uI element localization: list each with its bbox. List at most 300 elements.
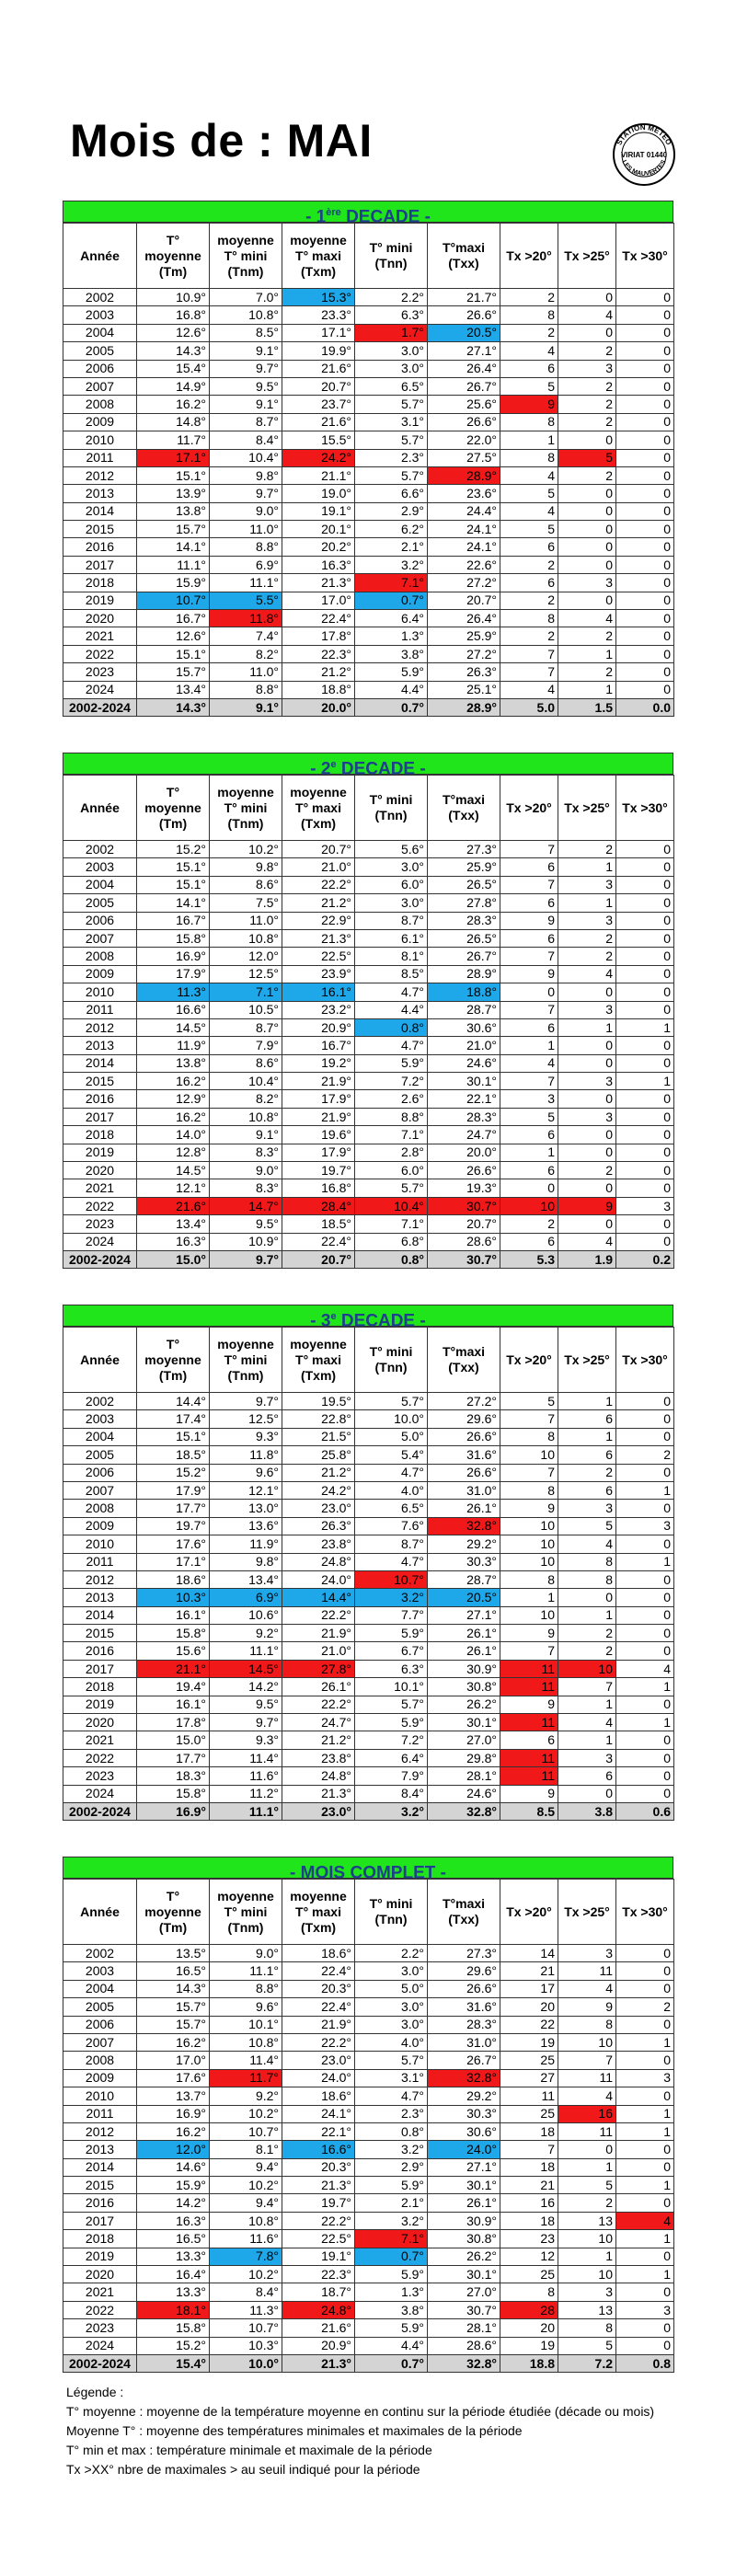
year-cell: 2009 bbox=[63, 413, 137, 431]
value-cell: 6 bbox=[500, 1126, 558, 1144]
table-row bbox=[63, 521, 674, 538]
value-cell: 10.8° bbox=[210, 929, 282, 947]
value-cell: 22.1° bbox=[428, 1090, 500, 1108]
value-cell: 9 bbox=[558, 1197, 616, 1214]
year-cell: 2014 bbox=[63, 1606, 137, 1624]
value-cell: 9.2° bbox=[210, 1625, 282, 1642]
value-cell: 26.6° bbox=[428, 1162, 500, 1179]
value-cell: 25 bbox=[500, 2266, 558, 2283]
value-cell: 0 bbox=[616, 1393, 674, 1410]
table-row bbox=[63, 1162, 674, 1179]
value-cell: 22.8° bbox=[282, 1410, 355, 1428]
column-header: T° mini (Tnn) bbox=[355, 1328, 428, 1393]
column-header: Tx >25° bbox=[558, 224, 616, 289]
value-cell: 9.0° bbox=[210, 1945, 282, 1962]
year-cell: 2019 bbox=[63, 1144, 137, 1161]
value-cell: 24.1° bbox=[428, 538, 500, 556]
value-cell: 14.2° bbox=[137, 2194, 210, 2212]
value-cell: 15.8° bbox=[137, 2319, 210, 2337]
table-row bbox=[63, 466, 674, 484]
value-cell: 16.7° bbox=[137, 610, 210, 627]
value-cell: 17.1° bbox=[137, 449, 210, 466]
column-header: Tx >30° bbox=[616, 224, 674, 289]
value-cell: 8 bbox=[500, 1428, 558, 1445]
value-cell: 28.6° bbox=[428, 2337, 500, 2354]
value-cell: 4.7° bbox=[355, 2087, 428, 2105]
value-cell: 1.7° bbox=[355, 324, 428, 341]
section-banner bbox=[63, 1305, 673, 1331]
table-row bbox=[63, 1197, 674, 1214]
value-cell: 10.7° bbox=[355, 1570, 428, 1588]
value-cell: 0 bbox=[616, 1642, 674, 1660]
value-cell: 1 bbox=[558, 2248, 616, 2265]
column-header: moyenne T° maxi (Txm) bbox=[282, 776, 355, 841]
value-cell: 3 bbox=[616, 2301, 674, 2318]
year-cell: 2008 bbox=[63, 948, 137, 965]
year-cell: 2020 bbox=[63, 1162, 137, 1179]
table-row bbox=[63, 2141, 674, 2158]
value-cell: 26.4° bbox=[428, 360, 500, 377]
value-cell: 20.3° bbox=[282, 2158, 355, 2176]
value-cell: 16.5° bbox=[137, 1962, 210, 1980]
value-cell: 27.8° bbox=[282, 1660, 355, 1677]
value-cell: 4 bbox=[500, 342, 558, 360]
table-row bbox=[63, 574, 674, 592]
value-cell: 18.8° bbox=[282, 681, 355, 698]
value-cell: 7.7° bbox=[355, 1606, 428, 1624]
value-cell: 30.1° bbox=[428, 1714, 500, 1731]
value-cell: 30.1° bbox=[428, 2177, 500, 2194]
stats-table bbox=[63, 223, 674, 717]
value-cell: 0 bbox=[616, 2087, 674, 2105]
value-cell: 1 bbox=[558, 858, 616, 876]
value-cell: 7.1° bbox=[210, 983, 282, 1001]
table-row bbox=[63, 2158, 674, 2176]
value-cell: 15.6° bbox=[137, 1642, 210, 1660]
average-cell: 8.5 bbox=[500, 1802, 558, 1820]
value-cell: 0 bbox=[558, 1144, 616, 1161]
value-cell: 22.1° bbox=[282, 2122, 355, 2140]
value-cell: 6 bbox=[500, 894, 558, 912]
value-cell: 7.1° bbox=[355, 2230, 428, 2248]
value-cell: 24.0° bbox=[282, 1570, 355, 1588]
average-cell: 5.3 bbox=[500, 1250, 558, 1268]
value-cell: 7.1° bbox=[355, 574, 428, 592]
value-cell: 7 bbox=[500, 876, 558, 893]
value-cell: 11.1° bbox=[137, 556, 210, 573]
year-cell: 2024 bbox=[63, 1233, 137, 1250]
value-cell: 4.4° bbox=[355, 2337, 428, 2354]
value-cell: 1.3° bbox=[355, 627, 428, 645]
value-cell: 19.5° bbox=[282, 1393, 355, 1410]
value-cell: 30.1° bbox=[428, 1073, 500, 1090]
value-cell: 2.3° bbox=[355, 449, 428, 466]
value-cell: 9.6° bbox=[210, 1464, 282, 1481]
value-cell: 2 bbox=[558, 841, 616, 858]
value-cell: 26.3° bbox=[282, 1517, 355, 1535]
average-cell: 9.1° bbox=[210, 698, 282, 716]
value-cell: 20.3° bbox=[282, 1980, 355, 1997]
table-row bbox=[63, 1535, 674, 1553]
value-cell: 21.3° bbox=[282, 1785, 355, 1802]
header-row bbox=[63, 224, 674, 289]
value-cell: 4 bbox=[500, 681, 558, 698]
table-row bbox=[63, 983, 674, 1001]
value-cell: 2.1° bbox=[355, 538, 428, 556]
value-cell: 11.6° bbox=[210, 1767, 282, 1785]
value-cell: 28.9° bbox=[428, 466, 500, 484]
value-cell: 28.7° bbox=[428, 1570, 500, 1588]
year-cell: 2016 bbox=[63, 538, 137, 556]
value-cell: 7.2° bbox=[355, 1731, 428, 1749]
section-banner bbox=[63, 753, 673, 779]
value-cell: 24.7° bbox=[282, 1714, 355, 1731]
banner-text: - 1 bbox=[305, 207, 327, 227]
value-cell: 10.3° bbox=[210, 2337, 282, 2354]
value-cell: 3 bbox=[558, 1749, 616, 1766]
table-row bbox=[63, 1570, 674, 1588]
value-cell: 1 bbox=[616, 2177, 674, 2194]
table-row bbox=[63, 1179, 674, 1197]
value-cell: 24.7° bbox=[428, 1126, 500, 1144]
value-cell: 8 bbox=[500, 1481, 558, 1499]
value-cell: 22.2° bbox=[282, 876, 355, 893]
value-cell: 2.6° bbox=[355, 1090, 428, 1108]
value-cell: 12.8° bbox=[137, 1144, 210, 1161]
value-cell: 27.1° bbox=[428, 342, 500, 360]
value-cell: 17.7° bbox=[137, 1500, 210, 1517]
value-cell: 7.0° bbox=[210, 289, 282, 306]
value-cell: 10.4° bbox=[210, 1073, 282, 1090]
year-cell: 2022 bbox=[63, 1749, 137, 1766]
value-cell: 16.3° bbox=[137, 2212, 210, 2229]
header-row bbox=[63, 1328, 674, 1393]
value-cell: 0 bbox=[616, 1767, 674, 1785]
year-cell: 2012 bbox=[63, 1570, 137, 1588]
value-cell: 15.3° bbox=[282, 289, 355, 306]
value-cell: 7 bbox=[500, 1001, 558, 1018]
value-cell: 10.1° bbox=[210, 2016, 282, 2033]
year-cell: 2003 bbox=[63, 1410, 137, 1428]
value-cell: 21.5° bbox=[282, 1428, 355, 1445]
value-cell: 4.0° bbox=[355, 2033, 428, 2051]
value-cell: 9.0° bbox=[210, 502, 282, 520]
table-row bbox=[63, 858, 674, 876]
value-cell: 15.1° bbox=[137, 876, 210, 893]
value-cell: 15.2° bbox=[137, 1464, 210, 1481]
value-cell: 11 bbox=[500, 1767, 558, 1785]
value-cell: 11.9° bbox=[137, 1037, 210, 1054]
value-cell: 14.4° bbox=[137, 1393, 210, 1410]
banner-ordinal: e bbox=[330, 759, 337, 770]
value-cell: 0 bbox=[616, 485, 674, 502]
value-cell: 3 bbox=[558, 574, 616, 592]
value-cell: 0 bbox=[616, 1606, 674, 1624]
value-cell: 20.5° bbox=[428, 324, 500, 341]
year-cell: 2013 bbox=[63, 2141, 137, 2158]
value-cell: 14.2° bbox=[210, 1678, 282, 1696]
value-cell: 7 bbox=[500, 841, 558, 858]
value-cell: 23.6° bbox=[428, 485, 500, 502]
table-row bbox=[63, 2212, 674, 2229]
banner-text: - 2 bbox=[310, 759, 331, 779]
decade-section-4 bbox=[63, 1857, 673, 2373]
table-row bbox=[63, 324, 674, 341]
period-cell: 2002-2024 bbox=[63, 1802, 137, 1820]
value-cell: 8.8° bbox=[210, 681, 282, 698]
table-row bbox=[63, 948, 674, 965]
value-cell: 1 bbox=[558, 1606, 616, 1624]
value-cell: 0 bbox=[616, 2052, 674, 2069]
value-cell: 14.8° bbox=[137, 413, 210, 431]
value-cell: 0 bbox=[616, 377, 674, 395]
value-cell: 20 bbox=[500, 2319, 558, 2337]
value-cell: 21.2° bbox=[282, 894, 355, 912]
value-cell: 5.7° bbox=[355, 1179, 428, 1197]
table-row bbox=[63, 2087, 674, 2105]
value-cell: 27.0° bbox=[428, 1731, 500, 1749]
table-row bbox=[63, 681, 674, 698]
table-row bbox=[63, 1660, 674, 1677]
average-cell: 32.8° bbox=[428, 2354, 500, 2372]
table-row bbox=[63, 1233, 674, 1250]
column-header: T° moyenne (Tm) bbox=[137, 224, 210, 289]
value-cell: 8.4° bbox=[210, 431, 282, 449]
value-cell: 22.2° bbox=[282, 2033, 355, 2051]
value-cell: 4 bbox=[558, 1714, 616, 1731]
column-header: moyenne T° maxi (Txm) bbox=[282, 1880, 355, 1945]
value-cell: 0 bbox=[616, 912, 674, 929]
value-cell: 0 bbox=[616, 1625, 674, 1642]
value-cell: 2.3° bbox=[355, 2105, 428, 2122]
value-cell: 6.8° bbox=[355, 1233, 428, 1250]
year-cell: 2015 bbox=[63, 1073, 137, 1090]
value-cell: 7 bbox=[500, 1642, 558, 1660]
value-cell: 7 bbox=[500, 948, 558, 965]
value-cell: 2.9° bbox=[355, 502, 428, 520]
value-cell: 9.2° bbox=[210, 2087, 282, 2105]
value-cell: 5.9° bbox=[355, 2319, 428, 2337]
average-cell: 1.5 bbox=[558, 698, 616, 716]
value-cell: 8.1° bbox=[210, 2141, 282, 2158]
value-cell: 9.8° bbox=[210, 466, 282, 484]
average-cell: 3.2° bbox=[355, 1802, 428, 1820]
value-cell: 11.9° bbox=[210, 1535, 282, 1553]
value-cell: 9 bbox=[500, 912, 558, 929]
value-cell: 8.2° bbox=[210, 645, 282, 662]
value-cell: 3.0° bbox=[355, 360, 428, 377]
value-cell: 6.9° bbox=[210, 556, 282, 573]
value-cell: 20.2° bbox=[282, 538, 355, 556]
value-cell: 14.5° bbox=[210, 1660, 282, 1677]
section-banner bbox=[63, 201, 673, 227]
value-cell: 6 bbox=[500, 538, 558, 556]
year-cell: 2016 bbox=[63, 1090, 137, 1108]
value-cell: 2 bbox=[558, 627, 616, 645]
value-cell: 12.1° bbox=[137, 1179, 210, 1197]
year-cell: 2021 bbox=[63, 627, 137, 645]
value-cell: 15.9° bbox=[137, 574, 210, 592]
value-cell: 0 bbox=[616, 858, 674, 876]
value-cell: 16.2° bbox=[137, 1108, 210, 1125]
value-cell: 12.6° bbox=[137, 324, 210, 341]
value-cell: 10.7° bbox=[137, 592, 210, 609]
value-cell: 18.1° bbox=[137, 2301, 210, 2318]
value-cell: 22.6° bbox=[428, 556, 500, 573]
value-cell: 11.7° bbox=[137, 431, 210, 449]
year-cell: 2008 bbox=[63, 1500, 137, 1517]
value-cell: 15.5° bbox=[282, 431, 355, 449]
value-cell: 6.5° bbox=[355, 1500, 428, 1517]
value-cell: 9.3° bbox=[210, 1731, 282, 1749]
value-cell: 24.2° bbox=[282, 449, 355, 466]
value-cell: 5.0° bbox=[355, 1428, 428, 1445]
value-cell: 11 bbox=[500, 1714, 558, 1731]
year-cell: 2012 bbox=[63, 1018, 137, 1036]
value-cell: 1 bbox=[500, 1144, 558, 1161]
value-cell: 20.0° bbox=[428, 1144, 500, 1161]
value-cell: 26.7° bbox=[428, 948, 500, 965]
value-cell: 5.9° bbox=[355, 1714, 428, 1731]
value-cell: 22.4° bbox=[282, 610, 355, 627]
value-cell: 14.3° bbox=[137, 1980, 210, 1997]
value-cell: 10.5° bbox=[210, 1001, 282, 1018]
value-cell: 17.9° bbox=[282, 1090, 355, 1108]
value-cell: 23.2° bbox=[282, 1001, 355, 1018]
column-header: moyenne T° mini (Tnm) bbox=[210, 1328, 282, 1393]
value-cell: 15.8° bbox=[137, 929, 210, 947]
average-cell: 21.3° bbox=[282, 2354, 355, 2372]
value-cell: 0 bbox=[558, 1179, 616, 1197]
year-cell: 2021 bbox=[63, 1179, 137, 1197]
value-cell: 7.5° bbox=[210, 894, 282, 912]
value-cell: 13.3° bbox=[137, 2283, 210, 2301]
value-cell: 10 bbox=[558, 2033, 616, 2051]
table-row bbox=[63, 1144, 674, 1161]
value-cell: 1 bbox=[558, 1731, 616, 1749]
value-cell: 13.5° bbox=[137, 1945, 210, 1962]
value-cell: 1 bbox=[616, 1073, 674, 1090]
value-cell: 26.5° bbox=[428, 876, 500, 893]
table-row bbox=[63, 1090, 674, 1108]
average-cell: 32.8° bbox=[428, 1802, 500, 1820]
table-row bbox=[63, 1998, 674, 2016]
table-row bbox=[63, 1410, 674, 1428]
value-cell: 21.3° bbox=[282, 2177, 355, 2194]
value-cell: 11 bbox=[558, 1962, 616, 1980]
value-cell: 14.1° bbox=[137, 894, 210, 912]
value-cell: 3.1° bbox=[355, 2069, 428, 2087]
table-row bbox=[63, 449, 674, 466]
value-cell: 1 bbox=[558, 1393, 616, 1410]
value-cell: 0.8° bbox=[355, 2122, 428, 2140]
banner-ordinal: ère bbox=[326, 207, 341, 218]
value-cell: 16 bbox=[558, 2105, 616, 2122]
value-cell: 21.2° bbox=[282, 1464, 355, 1481]
value-cell: 10.4° bbox=[355, 1197, 428, 1214]
value-cell: 7 bbox=[500, 663, 558, 681]
value-cell: 13.4° bbox=[210, 1570, 282, 1588]
value-cell: 0 bbox=[616, 645, 674, 662]
value-cell: 15.9° bbox=[137, 2177, 210, 2194]
table-row bbox=[63, 627, 674, 645]
value-cell: 15.1° bbox=[137, 466, 210, 484]
value-cell: 2 bbox=[558, 948, 616, 965]
value-cell: 0 bbox=[616, 521, 674, 538]
average-cell: 30.7° bbox=[428, 1250, 500, 1268]
legend-line-tx: Tx >XX° nbre de maximales > au seuil indiqué pour la période bbox=[66, 2462, 420, 2477]
value-cell: 0 bbox=[616, 1500, 674, 1517]
table-row bbox=[63, 592, 674, 609]
column-header: T° mini (Tnn) bbox=[355, 224, 428, 289]
value-cell: 0 bbox=[558, 1037, 616, 1054]
value-cell: 19 bbox=[500, 2033, 558, 2051]
value-cell: 26.1° bbox=[428, 1625, 500, 1642]
value-cell: 25.9° bbox=[428, 858, 500, 876]
value-cell: 1 bbox=[616, 2122, 674, 2140]
value-cell: 15.1° bbox=[137, 1428, 210, 1445]
column-header: T°maxi (Txx) bbox=[428, 1328, 500, 1393]
legend-line-minmax: T° min et max : température minimale et maximale de la période bbox=[66, 2443, 432, 2457]
value-cell: 8.4° bbox=[355, 1785, 428, 1802]
value-cell: 9.7° bbox=[210, 1393, 282, 1410]
year-cell: 2014 bbox=[63, 1054, 137, 1072]
value-cell: 23 bbox=[500, 2230, 558, 2248]
value-cell: 28.3° bbox=[428, 912, 500, 929]
year-cell: 2008 bbox=[63, 396, 137, 413]
value-cell: 30.9° bbox=[428, 2212, 500, 2229]
value-cell: 5 bbox=[500, 1108, 558, 1125]
value-cell: 24.8° bbox=[282, 1767, 355, 1785]
column-header: Tx >25° bbox=[558, 776, 616, 841]
value-cell: 8 bbox=[558, 2016, 616, 2033]
value-cell: 0 bbox=[616, 1749, 674, 1766]
value-cell: 19.7° bbox=[282, 2194, 355, 2212]
value-cell: 7.4° bbox=[210, 627, 282, 645]
average-cell: 1.9 bbox=[558, 1250, 616, 1268]
value-cell: 1 bbox=[616, 2033, 674, 2051]
value-cell: 30.1° bbox=[428, 2266, 500, 2283]
value-cell: 10.2° bbox=[210, 2266, 282, 2283]
value-cell: 31.6° bbox=[428, 1446, 500, 1464]
value-cell: 29.6° bbox=[428, 1962, 500, 1980]
value-cell: 26.2° bbox=[428, 2248, 500, 2265]
value-cell: 12.5° bbox=[210, 965, 282, 983]
year-cell: 2002 bbox=[63, 1945, 137, 1962]
year-cell: 2018 bbox=[63, 1678, 137, 1696]
value-cell: 0 bbox=[616, 324, 674, 341]
year-cell: 2005 bbox=[63, 1446, 137, 1464]
value-cell: 0 bbox=[558, 431, 616, 449]
value-cell: 0 bbox=[500, 1179, 558, 1197]
value-cell: 0 bbox=[558, 556, 616, 573]
banner-ordinal: e bbox=[330, 1311, 337, 1322]
value-cell: 3 bbox=[616, 2069, 674, 2087]
value-cell: 10.8° bbox=[210, 1108, 282, 1125]
value-cell: 29.2° bbox=[428, 2087, 500, 2105]
year-cell: 2006 bbox=[63, 1464, 137, 1481]
value-cell: 16.2° bbox=[137, 1073, 210, 1090]
table-row bbox=[63, 1785, 674, 1802]
year-cell: 2022 bbox=[63, 2301, 137, 2318]
average-cell: 0.2 bbox=[616, 1250, 674, 1268]
value-cell: 10.4° bbox=[210, 449, 282, 466]
column-header: Tx >30° bbox=[616, 776, 674, 841]
value-cell: 23.9° bbox=[282, 965, 355, 983]
year-cell: 2012 bbox=[63, 2122, 137, 2140]
value-cell: 1.3° bbox=[355, 2283, 428, 2301]
value-cell: 4.4° bbox=[355, 681, 428, 698]
